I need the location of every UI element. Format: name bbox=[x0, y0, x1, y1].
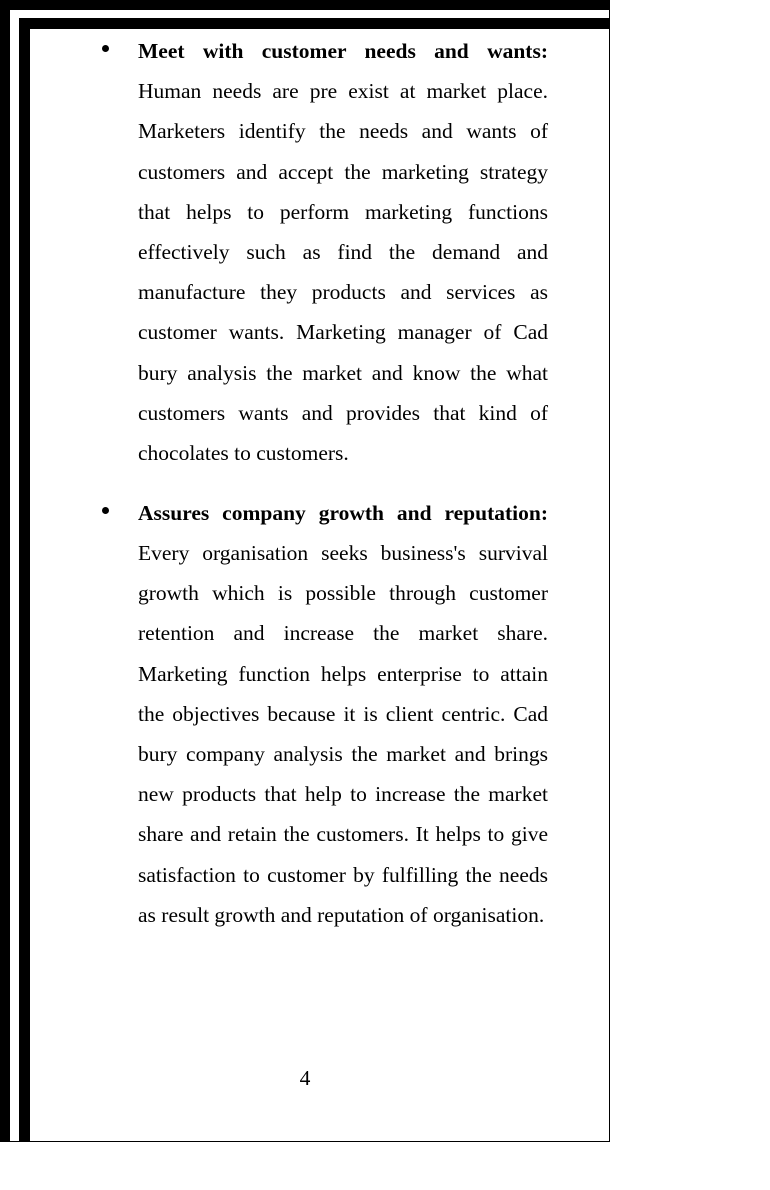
bullet-item bbox=[138, 493, 548, 935]
page-border-inner-left bbox=[19, 18, 30, 1141]
bullet-item bbox=[138, 31, 548, 473]
page-border-right bbox=[609, 0, 610, 1142]
page-border-left bbox=[0, 0, 10, 1141]
bullet-text: Every organisation seeks business's survival growth which is possible through customer retention and increase the market share. Marketing function helps enterprise to attain the objectives because it is client centric. Cad bury company analysis the market and brings new products that help to increase the market share and retain the customers. It helps to give satisfaction to customer by fulfilling the needs as result growth and reputation of organisation. bbox=[138, 540, 548, 927]
page-border-bottom bbox=[0, 1141, 610, 1142]
bullet-text: Human needs are pre exist at market place. Marketers identify the needs and wants of customers and accept the marketing strategy that helps to perform marketing functions effectively such as find the demand and manufacture they products and services as customer wants. Marketing manager of Cad bury analysis the market and know the what customers wants and provides that kind of chocolates to customers. bbox=[138, 79, 548, 466]
bullet-heading: Assures company growth and reputation: bbox=[138, 500, 548, 525]
bullet-paragraph bbox=[138, 31, 548, 473]
document-body bbox=[138, 31, 548, 935]
page-border-top bbox=[0, 0, 610, 10]
bullet-icon bbox=[102, 507, 109, 514]
bullet-heading: Meet with customer needs and wants: bbox=[138, 39, 548, 63]
page-border-inner-top bbox=[19, 18, 610, 29]
bullet-paragraph bbox=[138, 493, 548, 935]
bullet-icon bbox=[102, 45, 109, 52]
page-number: 4 bbox=[299, 1066, 311, 1090]
